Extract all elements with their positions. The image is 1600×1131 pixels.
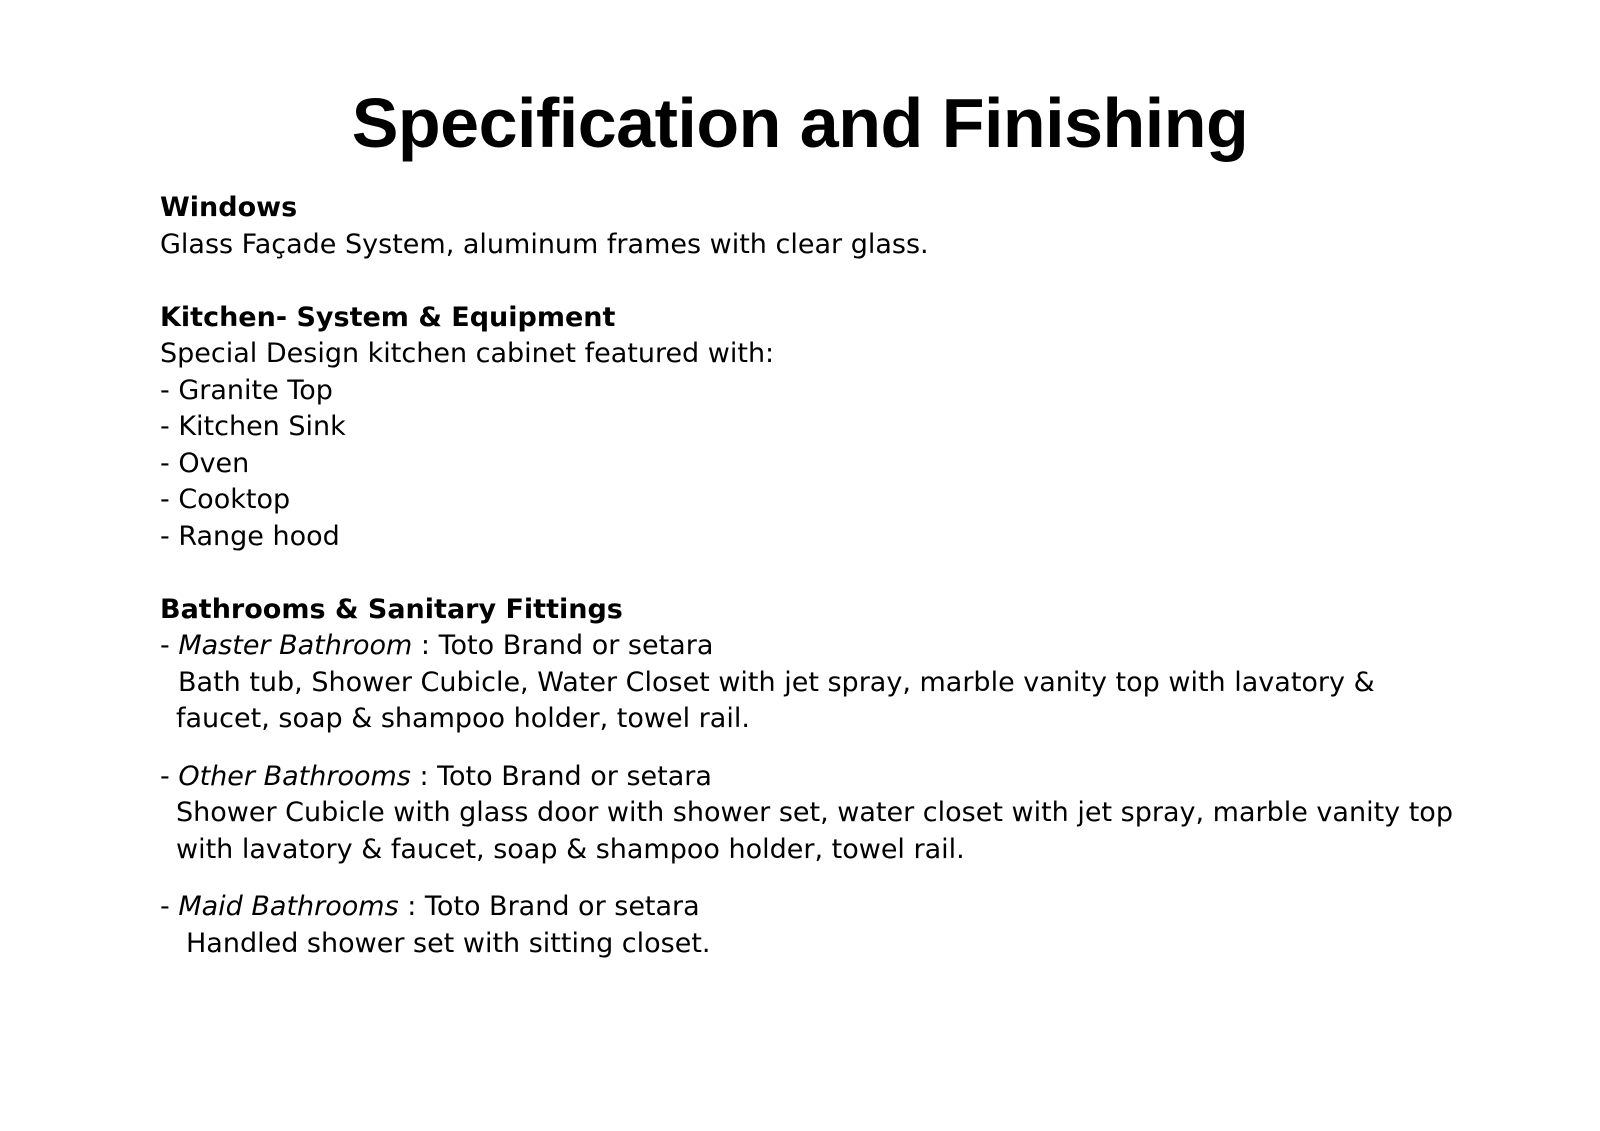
spec-content bbox=[160, 190, 1560, 962]
maid-bathrooms-brand: : Toto Brand or setara bbox=[398, 891, 700, 922]
maid-bathrooms-label: Maid Bathrooms bbox=[178, 891, 399, 922]
kitchen-section bbox=[160, 300, 1560, 556]
other-bathrooms-title bbox=[160, 759, 1560, 796]
spacer bbox=[160, 263, 1560, 300]
kitchen-item-oven: - Oven bbox=[160, 447, 250, 479]
page-title: Specification and Finishing bbox=[351, 84, 1249, 162]
maid-bathrooms-desc-line1: Handled shower set with sitting closet. bbox=[186, 927, 711, 959]
kitchen-item-kitchen-sink: - Kitchen Sink bbox=[160, 411, 346, 442]
bathrooms-section bbox=[160, 592, 1560, 963]
master-bathroom-desc-line1: Bath tub, Shower Cubicle, Water Closet with jet spray, marble vanity top with lavatory & bbox=[178, 666, 1375, 698]
master-bathroom-desc-line2: faucet, soap & shampoo holder, towel rail. bbox=[176, 703, 750, 734]
maid-bathrooms-title bbox=[160, 889, 1560, 926]
other-bathrooms-label: Other Bathrooms bbox=[178, 760, 411, 792]
maid-bathrooms-dash: - bbox=[160, 891, 179, 922]
kitchen-item-granite-top: - Granite Top bbox=[160, 374, 333, 406]
bathrooms-heading: Bathrooms & Sanitary Fittings bbox=[160, 593, 623, 625]
windows-text: Glass Façade System, aluminum frames with clear glass. bbox=[160, 228, 929, 260]
master-bathroom-dash: - bbox=[160, 630, 179, 661]
kitchen-item-cooktop: - Cooktop bbox=[160, 484, 291, 515]
kitchen-item-range-hood: - Range hood bbox=[160, 520, 340, 552]
master-bathroom-title bbox=[160, 628, 1560, 665]
spacer bbox=[160, 555, 1560, 592]
other-bathrooms-desc-line1: Shower Cubicle with glass door with shower set, water closet with jet spray, marble vanity top bbox=[176, 797, 1453, 828]
master-bathroom-brand: : Toto Brand or setara bbox=[412, 630, 714, 661]
windows-heading: Windows bbox=[160, 192, 298, 223]
kitchen-heading: Kitchen- System & Equipment bbox=[160, 301, 616, 333]
other-bathrooms-brand: : Toto Brand or setara bbox=[410, 760, 712, 792]
other-bathrooms-dash: - bbox=[160, 760, 179, 792]
master-bathroom-label: Master Bathroom bbox=[178, 630, 413, 661]
windows-section bbox=[160, 190, 1560, 263]
spacer bbox=[160, 738, 1560, 759]
other-bathrooms-desc-line2: with lavatory & faucet, soap & shampoo holder, towel rail. bbox=[176, 833, 965, 865]
spacer bbox=[160, 868, 1560, 889]
kitchen-intro: Special Design kitchen cabinet featured with: bbox=[160, 338, 775, 369]
